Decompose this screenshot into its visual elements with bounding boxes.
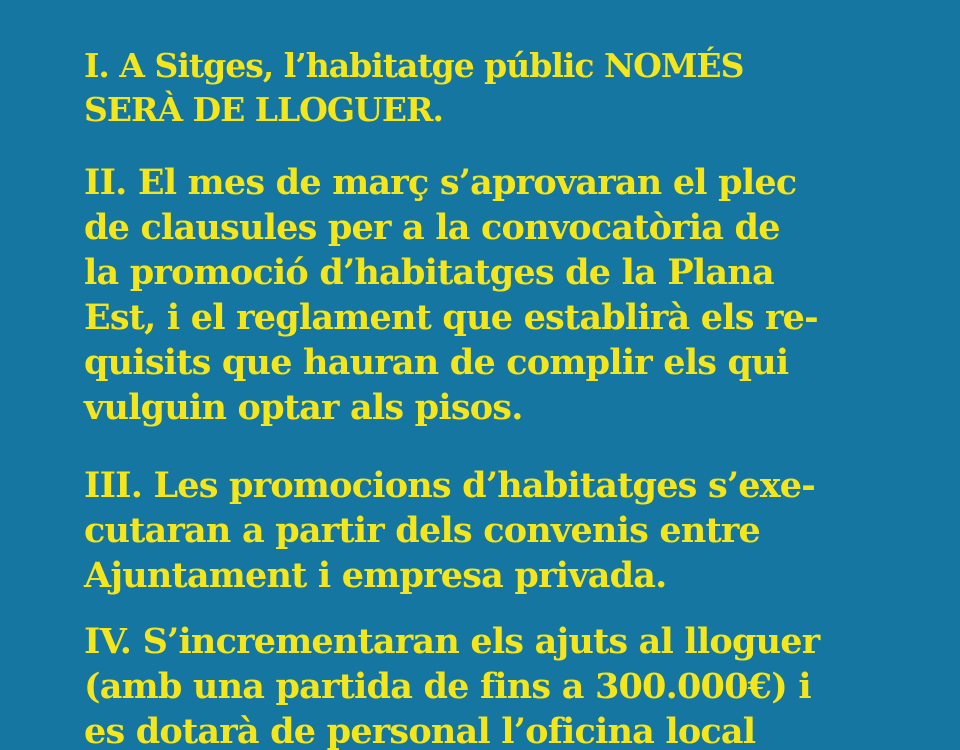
paragraph-line: I. A Sitges, l’habitatge públic NOMÉS [84, 46, 744, 85]
paragraph-line: vulguin optar als pisos. [84, 387, 523, 428]
paragraph-line: quisits que hauran de complir els qui [84, 342, 789, 383]
paragraph-3 [84, 463, 904, 598]
paragraph-2 [84, 160, 904, 430]
paragraph-1 [84, 44, 904, 132]
paragraph-4 [84, 619, 904, 750]
paragraph-line: II. El mes de març s’aprovaran el plec [84, 162, 797, 203]
paragraph-line: Ajuntament i empresa privada. [84, 555, 667, 596]
paragraph-line: cutaran a partir dels convenis entre [84, 510, 760, 551]
paragraph-line: III. Les promocions d’habitatges s’exe- [84, 465, 815, 506]
paragraph-line: IV. S’incrementaran els ajuts al lloguer [84, 621, 820, 662]
paragraph-line: (amb una partida de fins a 300.000€) i [84, 666, 811, 707]
paragraph-line: Est, i el reglament que establirà els re- [84, 297, 818, 338]
paragraph-line: de clausules per a la convocatòria de [84, 207, 780, 248]
paragraph-line: es dotarà de personal l’oficina local [84, 711, 756, 750]
paragraph-line: SERÀ DE LLOGUER. [84, 90, 443, 129]
paragraph-line: la promoció d’habitatges de la Plana [84, 252, 774, 293]
